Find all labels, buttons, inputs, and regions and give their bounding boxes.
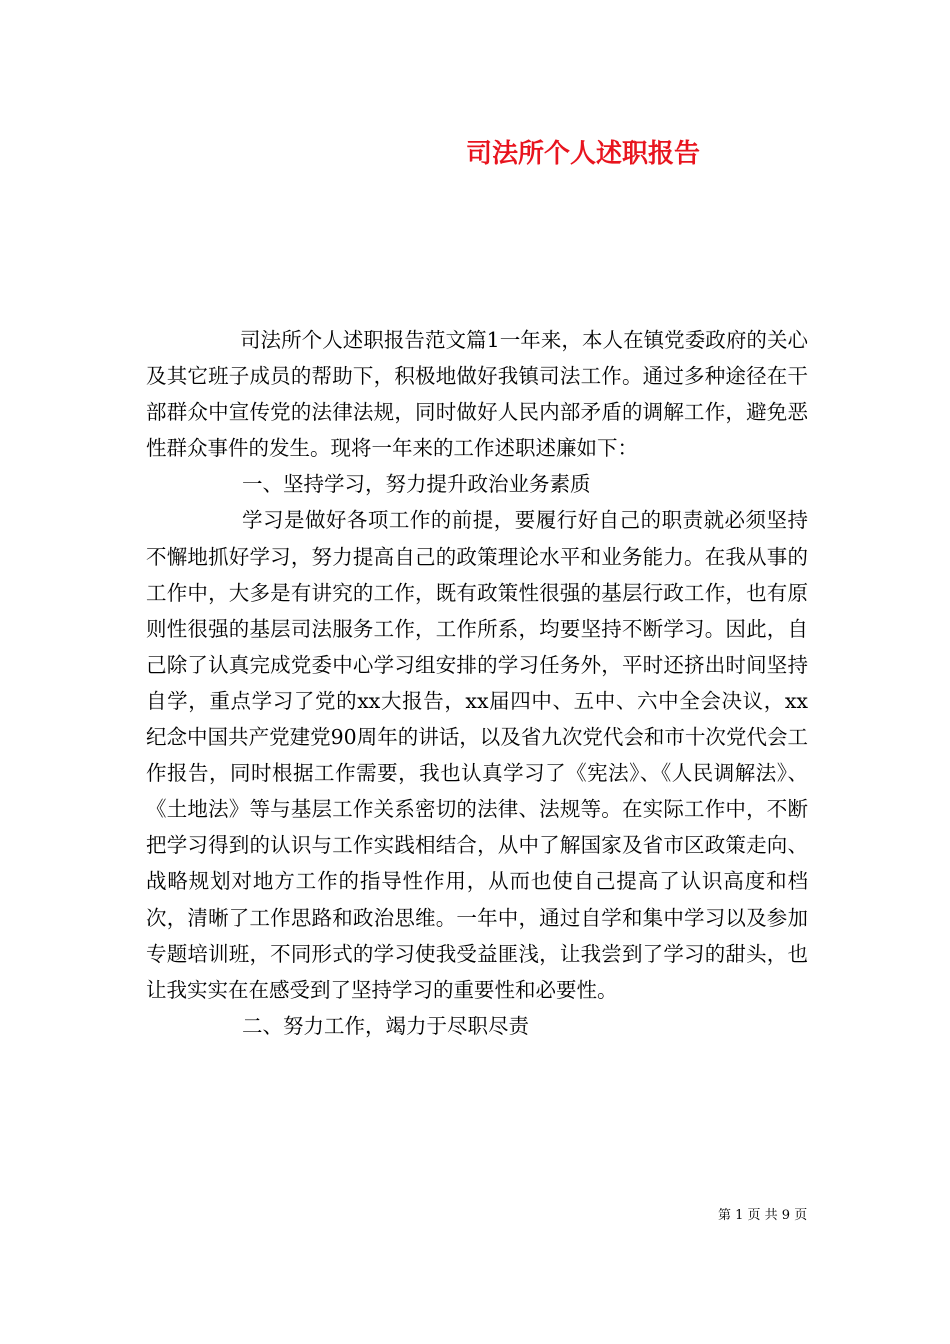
document-body (146, 322, 808, 1044)
study-paragraph: 学习是做好各项工作的前提，要履行好自己的职责就必须坚持不懈地抓好学习，努力提高自己的政策理论水平和业务能力。在我从事的工作中，大多是有讲究的工作，既有政策性很强的基层行政工作，也有原则性很强的基层司法服务工作，工作所系，均要坚持不断学习。因此，自己除了认真完成党委中心学习组安排的学习任务外，平时还挤出时间坚持自学，重点学习了党的xx大报告，xx届四中、五中、六中全会决议，xx纪念中国共产党建党90周年的讲话，以及省九次党代会和市十次党代会工作报告，同时根据工作需要，我也认真学习了《宪法》、《人民调解法》、《土地法》等与基层工作关系密切的法律、法规等。在实际工作中，不断把学习得到的认识与工作实践相结合，从中了解国家及省市区政策走向、战略规划对地方工作的指导性作用，从而也使自己提高了认识高度和档次，清晰了工作思路和政治思维。一年中，通过自学和集中学习以及参加专题培训班，不同形式的学习使我受益匪浅，让我尝到了学习的甜头，也让我实实在在感受到了坚持学习的重要性和必要性。 (146, 508, 808, 1002)
page-number-footer: 第 1 页 共 9 页 (718, 1208, 808, 1223)
intro-paragraph: 司法所个人述职报告范文篇1一年来，本人在镇党委政府的关心及其它班子成员的帮助下，积极地做好我镇司法工作。通过多种途径在干部群众中宣传党的法律法规，同时做好人民内部矛盾的调解工作，避免恶性群众事件的发生。现将一年来的工作述职述廉如下： (146, 328, 808, 461)
section-heading-1: 一、坚持学习，努力提升政治业务素质 (242, 472, 591, 497)
section-heading-2: 二、努力工作，竭力于尽职尽责 (242, 1013, 529, 1038)
document-title: 司法所个人述职报告 (465, 139, 700, 169)
